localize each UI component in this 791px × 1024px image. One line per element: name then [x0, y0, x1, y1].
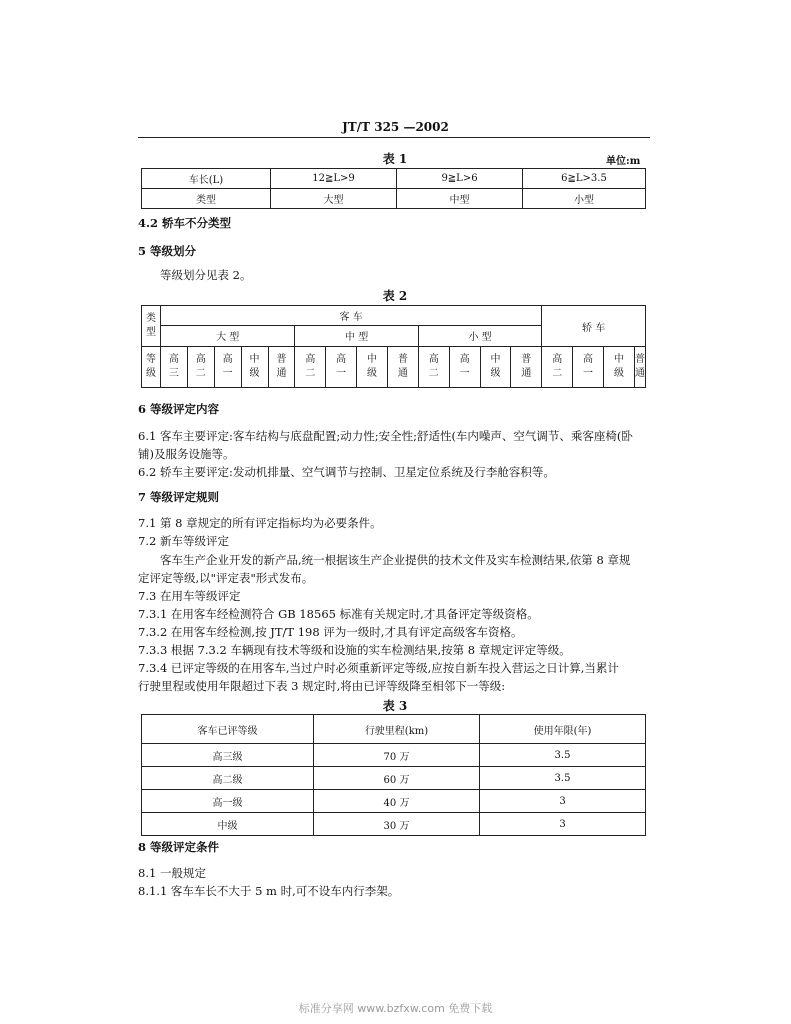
section-7-2: 7.2 新车等级评定 [138, 534, 229, 548]
table-cell: 高 二 [187, 347, 214, 388]
table-cell: 中 级 [241, 347, 268, 388]
table3-caption: 表 3 [382, 699, 408, 713]
table-cell: 高二级 [142, 767, 314, 790]
table-cell: 高 一 [214, 347, 241, 388]
table-cell: 高 二 [295, 347, 326, 388]
table-cell: 中型 [397, 189, 523, 209]
table-cell: 高一级 [142, 790, 314, 813]
section-6-1-line1: 6.1 客车主要评定:客车结构与底盘配置;动力性;安全性;舒适性(车内噪声、空气调节、乘客座椅(卧 [138, 429, 633, 443]
section-6-2: 6.2 轿车主要评定:发动机排量、空气调节与控制、卫星定位系统及行李舱容积等。 [138, 465, 555, 479]
table-cell: 普 通 [635, 347, 646, 388]
table-cell: 高 一 [573, 347, 604, 388]
section-7-3: 7.3 在用车等级评定 [138, 589, 241, 603]
table-cell: 高三级 [142, 744, 314, 767]
table2-car-header: 轿 车 [542, 306, 646, 347]
section-4-2: 4.2 轿车不分类型 [138, 216, 232, 230]
table-cell: 高 一 [449, 347, 480, 388]
table3 [141, 714, 646, 836]
table-cell: 高 一 [326, 347, 357, 388]
table-header-row [142, 715, 646, 744]
table1-caption: 表 1 [382, 152, 408, 166]
table-row [142, 744, 646, 767]
section-7-1: 7.1 第 8 章规定的所有评定指标均为必要条件。 [138, 516, 382, 530]
section-5-text: 等级划分见表 2。 [160, 268, 252, 282]
table2-corner-type: 类 型 [142, 306, 161, 347]
table-row [142, 306, 646, 326]
table-header: 使用年限(年) [480, 715, 646, 744]
table-cell: 40 万 [314, 790, 480, 813]
table2-size-medium: 中 型 [295, 325, 418, 346]
table-header: 客车已评等级 [142, 715, 314, 744]
table-cell: 9≧L>6 [397, 169, 523, 189]
table2 [141, 305, 646, 388]
footer-watermark: 标准分享网 www.bzfxw.com 免费下载 [298, 1002, 493, 1015]
table-row [142, 790, 646, 813]
table-cell: 普 通 [511, 347, 542, 388]
table-cell: 高 二 [542, 347, 573, 388]
section-7-3-3: 7.3.3 根据 7.3.2 车辆现有技术等级和设施的实车检测结果,按第 8 章规定评定等级。 [138, 643, 571, 657]
section-6-1-line2: 铺)及服务设施等。 [138, 447, 235, 461]
table-cell: 小型 [523, 189, 646, 209]
section-7-2-line2: 定评定等级,以"评定表"形式发布。 [138, 571, 314, 585]
table-row [142, 813, 646, 836]
table2-corner-grade: 等 级 [142, 347, 161, 388]
table2-size-large: 大 型 [160, 325, 294, 346]
table2-bus-header: 客 车 [160, 306, 541, 326]
section-7-3-2: 7.3.2 在用客车经检测,按 JT/T 198 评为一级时,才具有评定高级客车资格。 [138, 625, 523, 639]
table1 [141, 168, 646, 209]
table1-unit: 单位:m [606, 156, 641, 167]
table-cell: 70 万 [314, 744, 480, 767]
table-cell: 中级 [142, 813, 314, 836]
table-cell: 30 万 [314, 813, 480, 836]
section-6-title: 6 等级评定内容 [138, 402, 220, 416]
section-8-1: 8.1 一般规定 [138, 866, 206, 880]
table-cell: 普 通 [268, 347, 295, 388]
table-row [142, 347, 646, 388]
header-rule [138, 137, 650, 138]
table-cell: 类型 [142, 189, 271, 209]
section-7-title: 7 等级评定规则 [138, 490, 220, 504]
table-row [142, 169, 646, 189]
table-cell: 普 通 [387, 347, 418, 388]
section-8-1-1: 8.1.1 客车车长不大于 5 m 时,可不设车内行李架。 [138, 884, 400, 898]
table-cell: 中 级 [603, 347, 634, 388]
table-cell: 高 三 [160, 347, 187, 388]
table-cell: 3.5 [480, 744, 646, 767]
section-5-title: 5 等级划分 [138, 244, 197, 258]
section-7-3-1: 7.3.1 在用客车经检测符合 GB 18565 标准有关规定时,才具备评定等级资格。 [138, 607, 539, 621]
section-7-3-4-line2: 行驶里程或使用年限超过下表 3 规定时,将由已评等级降至相邻下一等级: [138, 679, 506, 693]
table-row [142, 189, 646, 209]
table2-caption: 表 2 [382, 289, 408, 303]
section-7-3-4-line1: 7.3.4 已评定等级的在用客车,当过户时必须重新评定等级,应按自新车投入营运之日计算,当累计 [138, 661, 619, 675]
table-cell: 大型 [271, 189, 397, 209]
table-cell: 中 级 [357, 347, 388, 388]
table-cell: 6≧L>3.5 [523, 169, 646, 189]
table-cell: 3.5 [480, 767, 646, 790]
table-cell: 高 二 [418, 347, 449, 388]
table2-size-small: 小 型 [418, 325, 541, 346]
table-cell: 12≧L>9 [271, 169, 397, 189]
table-row [142, 767, 646, 790]
table-cell: 车长(L) [142, 169, 271, 189]
section-7-2-line1: 客车生产企业开发的新产品,统一根据该生产企业提供的技术文件及实车检测结果,依第 8 章规 [160, 553, 631, 567]
standard-header: JT/T 325 —2002 [342, 120, 449, 134]
table-cell: 3 [480, 790, 646, 813]
table-cell: 中 级 [480, 347, 511, 388]
table-cell: 60 万 [314, 767, 480, 790]
table-header: 行驶里程(km) [314, 715, 480, 744]
table-cell: 3 [480, 813, 646, 836]
section-8-title: 8 等级评定条件 [138, 840, 220, 854]
